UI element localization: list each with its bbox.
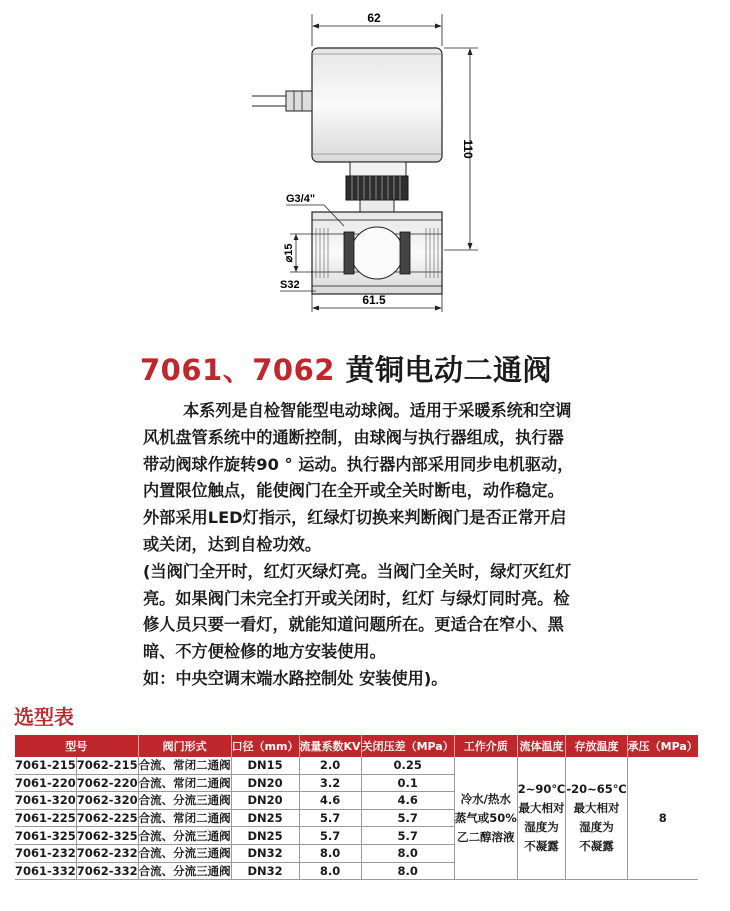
description-line: 外部采用LED灯指示，红绿灯切换来判断阀门是否正常开启 <box>143 508 567 528</box>
header-rated-pressure: 承压（MPa） <box>627 735 698 757</box>
description-line: 修人员只要一看灯，就能知道问题所在。更适合在窄小、黑 <box>143 615 564 635</box>
dim-width-top: 62 <box>367 11 381 25</box>
cell-kv: 8.0 <box>299 844 361 862</box>
description-line: 风机盘管系统中的通断控制，由球阀与执行器组成，执行器 <box>143 427 564 447</box>
cell-kv: 5.7 <box>299 827 361 845</box>
cell-form: 合流、分流三通阀 <box>138 863 231 878</box>
bore-label: ⌀15 <box>283 243 295 263</box>
hex-label: S32 <box>280 279 300 291</box>
cell-pressure: 5.7 <box>361 827 454 845</box>
cell-kv: 8.0 <box>299 862 361 880</box>
cell-model-a: 7061-215 <box>15 758 76 773</box>
cell-model-a: 7061-325 <box>15 828 76 843</box>
description-line: 带动阀球作旋转90 ° 运动。执行器内部采用同步电机驱动， <box>143 454 574 474</box>
header-storage-temp: 存放温度 <box>566 735 627 757</box>
cell-kv: 3.2 <box>299 774 361 792</box>
actuator-housing <box>312 48 442 162</box>
header-medium: 工作介质 <box>454 735 517 757</box>
cell-size: DN20 <box>231 792 299 810</box>
description-line: 如：中央空调末端水路控制处 安装使用)。 <box>143 668 448 688</box>
storage-temp-line: -20~65℃ <box>566 782 627 797</box>
cell-form: 合流、分流三通阀 <box>138 846 231 861</box>
medium-line: 乙二醇溶液 <box>456 829 515 844</box>
cell-model-b: 7062-232 <box>76 846 138 861</box>
cell-model-b: 7062-325 <box>76 828 138 843</box>
cell-model-b: 7062-332 <box>76 863 138 878</box>
fluid-temp-line: 最大相对 <box>518 801 565 816</box>
description-line: 内置限位触点，能使阀门在全开或全关时断电，动作稳定。 <box>143 481 564 501</box>
cell-model-b: 7062-215 <box>76 758 138 773</box>
product-model: 7061、7062 <box>140 353 335 387</box>
cell-model-a: 7061-232 <box>15 846 76 861</box>
product-name: 黄铜电动二通阀 <box>345 353 553 387</box>
description-line: 本系列是自检智能型电动球阀。适用于采暖系统和空调 <box>183 401 572 420</box>
cell-size: DN15 <box>231 757 299 774</box>
selection-table-title: 选型表 <box>14 705 74 729</box>
selection-table <box>15 735 698 880</box>
header-close-pressure: 关闭压差（MPa） <box>361 735 454 757</box>
dim-height: 110 <box>461 139 475 159</box>
table-row <box>15 757 698 774</box>
header-model: 型号 <box>15 735 138 757</box>
header-kv: 流量系数KV <box>299 735 361 757</box>
cell-kv: 4.6 <box>299 792 361 810</box>
cell-kv: 2.0 <box>299 757 361 774</box>
storage-temp-line: 最大相对 <box>573 801 620 816</box>
header-size: 口径（mm） <box>231 735 299 757</box>
fluid-temp-line: 湿度为 <box>524 820 559 835</box>
cell-model-b: 7062-225 <box>76 811 138 826</box>
cell-model-a: 7061-220 <box>15 775 76 790</box>
cell-storage-temp <box>566 757 627 880</box>
description-line: 亮。如果阀门未完全打开或关闭时，红灯 与绿灯同时亮。检 <box>143 588 570 608</box>
cell-size: DN20 <box>231 774 299 792</box>
cell-form: 合流、分流三通阀 <box>138 793 231 808</box>
medium-line: 蒸气或50% <box>454 810 517 825</box>
cell-medium <box>454 757 517 880</box>
cell-pressure: 5.7 <box>361 809 454 827</box>
thread-label: G3/4" <box>286 193 316 205</box>
header-valve-form: 阀门形式 <box>138 735 231 757</box>
cell-pressure: 4.6 <box>361 792 454 810</box>
storage-temp-line: 不凝露 <box>579 839 614 854</box>
cell-pressure: 8.0 <box>361 844 454 862</box>
table-header-row <box>15 735 698 757</box>
medium-line: 冷水/热水 <box>460 791 511 806</box>
cell-model-a: 7061-225 <box>15 811 76 826</box>
cell-form: 合流、常闭二通阀 <box>138 811 231 826</box>
valve-technical-drawing <box>250 6 480 316</box>
cell-rated-pressure: 8 <box>627 757 698 880</box>
product-title <box>140 348 552 389</box>
fluid-temp-line: 2~90℃ <box>517 782 566 797</box>
cell-model-b: 7062-320 <box>76 793 138 808</box>
fluid-temp-line: 不凝露 <box>524 839 559 854</box>
cell-pressure: 0.25 <box>361 757 454 774</box>
cell-form: 合流、常闭二通阀 <box>138 758 231 773</box>
cell-form: 合流、分流三通阀 <box>138 828 231 843</box>
cell-model-b: 7062-220 <box>76 775 138 790</box>
cell-model-a: 7061-332 <box>15 863 76 878</box>
header-fluid-temp: 流体温度 <box>517 735 566 757</box>
cell-model-a: 7061-320 <box>15 793 76 808</box>
knurled-knob <box>346 176 408 200</box>
description-line: (当阀门全开时，红灯灭绿灯亮。当阀门全关时，绿灯灭红灯 <box>143 561 572 581</box>
cell-size: DN32 <box>231 862 299 880</box>
cell-size: DN32 <box>231 844 299 862</box>
cell-pressure: 0.1 <box>361 774 454 792</box>
description-line: 暗、不方便检修的地方安装使用。 <box>143 642 386 662</box>
cell-size: DN25 <box>231 827 299 845</box>
cell-size: DN25 <box>231 809 299 827</box>
cell-pressure: 8.0 <box>361 862 454 880</box>
cell-form: 合流、常闭二通阀 <box>138 775 231 790</box>
storage-temp-line: 湿度为 <box>579 820 614 835</box>
cell-kv: 5.7 <box>299 809 361 827</box>
product-description <box>143 398 703 693</box>
description-line: 或关闭，达到自检功效。 <box>143 534 322 554</box>
cell-fluid-temp <box>517 757 566 880</box>
dim-width-bottom: 61.5 <box>362 293 386 307</box>
